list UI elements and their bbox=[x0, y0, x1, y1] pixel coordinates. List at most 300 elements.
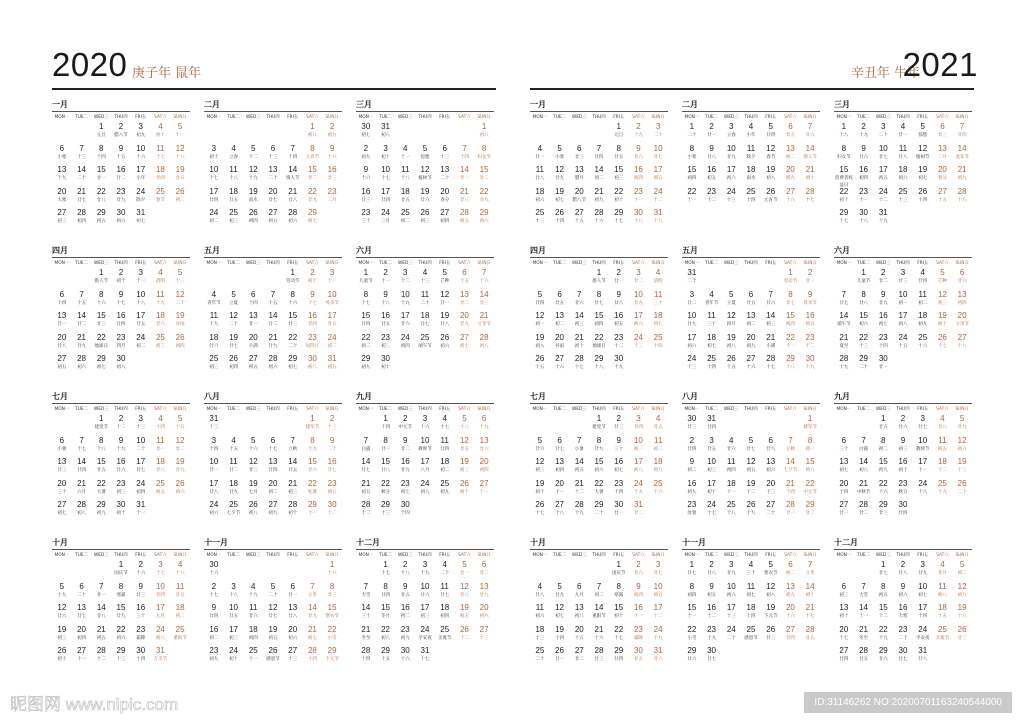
lunar-date: 廿九 bbox=[459, 322, 469, 327]
day-number: 20 bbox=[839, 624, 849, 634]
day-number: 10 bbox=[633, 435, 643, 445]
day-cell bbox=[263, 311, 283, 333]
day-cell bbox=[91, 144, 111, 166]
weekday-label: TUE二 bbox=[75, 115, 88, 120]
day-cell bbox=[873, 333, 893, 355]
lunar-date: 廿二 bbox=[268, 322, 278, 327]
day-cell bbox=[52, 268, 72, 290]
day-number: 21 bbox=[859, 478, 869, 488]
day-cell bbox=[834, 582, 854, 604]
lunar-date: 十七 bbox=[937, 343, 947, 349]
day-number: 12 bbox=[937, 289, 947, 299]
day-cell bbox=[834, 479, 854, 501]
lunar-date: 初六 bbox=[535, 614, 545, 619]
day-cell bbox=[455, 122, 475, 144]
day-number: 8 bbox=[99, 143, 104, 153]
day-cell bbox=[569, 311, 589, 333]
day-cell bbox=[376, 414, 396, 436]
weekday-label: THU四 bbox=[744, 407, 758, 412]
day-number: 5 bbox=[177, 122, 183, 131]
day-cell bbox=[761, 165, 781, 187]
day-number: 27 bbox=[766, 500, 776, 509]
lunar-date: 初十 bbox=[937, 322, 947, 327]
day-number: 29 bbox=[116, 646, 126, 655]
month-block bbox=[204, 238, 342, 384]
lunar-date: 八月 bbox=[420, 468, 430, 473]
day-cell bbox=[322, 414, 342, 436]
day-cell bbox=[933, 436, 953, 458]
day-cell bbox=[609, 560, 629, 582]
weekday-label: SUN日 bbox=[477, 407, 491, 412]
day-cell bbox=[283, 187, 303, 209]
day-cell bbox=[648, 311, 668, 333]
day-cell bbox=[721, 268, 741, 290]
lunar-date: 七月 bbox=[248, 489, 258, 495]
day-cell bbox=[72, 144, 92, 166]
lunar-date: 消费者权益日 bbox=[834, 176, 853, 188]
lunar-date: 十五 bbox=[574, 219, 584, 224]
day-number: 11 bbox=[420, 289, 430, 299]
day-cell bbox=[356, 560, 376, 582]
day-cell bbox=[283, 582, 303, 604]
day-cell bbox=[322, 646, 342, 668]
day-cell bbox=[474, 646, 494, 668]
lunar-date: 廿五 bbox=[653, 425, 663, 430]
day-number: 12 bbox=[57, 603, 67, 612]
day-cell bbox=[834, 500, 854, 522]
lunar-date: 除夕 bbox=[136, 197, 146, 203]
weekday-label: FRI五 bbox=[765, 553, 777, 558]
day-number: 8 bbox=[881, 435, 886, 445]
day-cell bbox=[395, 560, 415, 582]
weekday-label: SUN日 bbox=[651, 261, 665, 266]
day-number: 11 bbox=[707, 311, 716, 320]
day-number: 3 bbox=[383, 143, 388, 153]
day-number: 31 bbox=[136, 500, 146, 509]
day-cell bbox=[893, 560, 913, 582]
day-number: 31 bbox=[707, 414, 717, 423]
day-number: 13 bbox=[574, 603, 584, 612]
day-cell bbox=[204, 457, 224, 479]
day-cell bbox=[435, 479, 455, 501]
day-cell bbox=[800, 354, 820, 376]
day-number: 16 bbox=[209, 624, 219, 634]
day-number: 20 bbox=[479, 457, 489, 466]
day-cell bbox=[243, 560, 263, 582]
lunar-date: 十一 bbox=[687, 614, 697, 619]
day-cell bbox=[781, 122, 801, 144]
day-cell bbox=[682, 603, 702, 625]
day-cell bbox=[893, 436, 913, 458]
lunar-date: 廿一 bbox=[57, 322, 67, 327]
day-cell bbox=[131, 560, 151, 582]
day-number: 26 bbox=[440, 332, 450, 342]
day-cell bbox=[72, 290, 92, 312]
day-cell bbox=[873, 414, 893, 436]
day-number: 4 bbox=[231, 143, 236, 153]
day-cell bbox=[893, 457, 913, 479]
day-cell bbox=[474, 603, 494, 625]
day-cell bbox=[682, 208, 702, 230]
weekday-label: MON一 bbox=[206, 407, 222, 412]
day-number: 13 bbox=[574, 165, 584, 174]
day-number: 14 bbox=[805, 143, 815, 153]
day-cell bbox=[455, 208, 475, 230]
day-number: 4 bbox=[940, 414, 945, 423]
day-cell bbox=[569, 187, 589, 209]
day-cell bbox=[415, 436, 435, 458]
day-cell bbox=[800, 208, 820, 230]
day-number: 26 bbox=[937, 332, 947, 342]
day-cell bbox=[283, 603, 303, 625]
day-cell bbox=[111, 333, 131, 355]
weekday-label: FRI五 bbox=[287, 115, 299, 120]
day-cell bbox=[435, 414, 455, 436]
lunar-date: 初五 bbox=[653, 176, 663, 181]
day-number: 26 bbox=[918, 186, 928, 196]
day-number: 23 bbox=[707, 186, 717, 196]
day-grid bbox=[682, 268, 820, 376]
day-cell bbox=[609, 333, 629, 355]
day-number: 9 bbox=[616, 435, 621, 445]
day-cell bbox=[151, 268, 171, 290]
day-number: 29 bbox=[96, 208, 106, 217]
day-number: 14 bbox=[805, 581, 815, 591]
day-number: 17 bbox=[381, 186, 391, 196]
lunar-date: 大暑 bbox=[594, 489, 604, 495]
day-cell bbox=[283, 165, 303, 187]
day-cell bbox=[111, 582, 131, 604]
day-cell bbox=[435, 268, 455, 290]
weekday-label: THU四 bbox=[592, 407, 606, 412]
lunar-date: 初八 bbox=[633, 468, 643, 473]
day-cell bbox=[376, 646, 396, 668]
day-number: 25 bbox=[746, 186, 756, 196]
lunar-date: 廿六 bbox=[805, 133, 815, 138]
day-cell bbox=[702, 560, 722, 582]
day-number: 5 bbox=[231, 289, 236, 299]
day-cell bbox=[530, 457, 550, 479]
day-cell bbox=[395, 436, 415, 458]
lunar-date: 初三 bbox=[116, 489, 126, 495]
day-cell bbox=[455, 479, 475, 501]
lunar-date: 廿一 bbox=[96, 592, 106, 598]
weekday-label: SAT六 bbox=[154, 115, 167, 120]
lunar-date: 初五 bbox=[268, 635, 278, 641]
lunar-date: 初二 bbox=[400, 219, 410, 224]
lunar-date: 十一 bbox=[785, 343, 795, 349]
day-number: 15 bbox=[878, 457, 888, 466]
day-cell bbox=[781, 144, 801, 166]
day-cell bbox=[322, 144, 342, 166]
lunar-date: 二十 bbox=[327, 446, 337, 452]
day-cell bbox=[569, 457, 589, 479]
day-cell bbox=[52, 144, 72, 166]
day-cell bbox=[204, 311, 224, 333]
day-cell bbox=[721, 290, 741, 312]
day-cell bbox=[530, 333, 550, 355]
lunar-date: 廿七 bbox=[878, 571, 888, 576]
lunar-date: 初二 bbox=[653, 446, 663, 452]
day-cell bbox=[243, 144, 263, 166]
lunar-date: 初十 bbox=[116, 279, 126, 284]
month-block bbox=[834, 530, 972, 676]
day-number: 16 bbox=[116, 165, 126, 174]
day-cell bbox=[550, 582, 570, 604]
day-cell bbox=[721, 414, 741, 436]
weekday-label: SAT六 bbox=[154, 553, 167, 558]
lunar-date: 初四 bbox=[633, 176, 643, 181]
day-number: 6 bbox=[251, 289, 256, 299]
month-title: 二月 bbox=[204, 100, 220, 109]
day-number: 18 bbox=[535, 186, 545, 196]
day-cell bbox=[800, 625, 820, 647]
day-cell bbox=[72, 457, 92, 479]
weekday-header bbox=[52, 552, 190, 560]
day-cell bbox=[721, 144, 741, 166]
day-number: 13 bbox=[479, 435, 489, 445]
day-cell bbox=[933, 208, 953, 230]
day-cell bbox=[550, 479, 570, 501]
weekday-label: THU四 bbox=[114, 115, 128, 120]
day-cell bbox=[283, 144, 303, 166]
day-number: 16 bbox=[859, 165, 869, 174]
day-cell bbox=[170, 290, 190, 312]
month-divider bbox=[52, 257, 190, 258]
lunar-date: 廿三 bbox=[687, 425, 697, 430]
lunar-date: 廿九 bbox=[878, 300, 888, 306]
day-number: 6 bbox=[481, 414, 487, 423]
day-number: 4 bbox=[709, 289, 714, 299]
lunar-date: 初八 bbox=[248, 511, 258, 516]
month-divider bbox=[530, 257, 668, 258]
weekday-label: SAT六 bbox=[784, 407, 797, 412]
lunar-date: 十九 bbox=[653, 635, 663, 641]
day-number: 27 bbox=[957, 332, 967, 342]
day-number: 20 bbox=[288, 624, 298, 634]
lunar-date: 十六 bbox=[957, 614, 967, 619]
lunar-date: 大寒 bbox=[57, 197, 67, 203]
weekday-header bbox=[834, 260, 972, 268]
lunar-date: 小满 bbox=[766, 343, 776, 349]
day-cell bbox=[933, 165, 953, 187]
day-number: 2 bbox=[138, 560, 143, 569]
day-cell bbox=[834, 122, 854, 144]
day-cell bbox=[131, 582, 151, 604]
day-cell bbox=[52, 290, 72, 312]
lunar-date: 初五 bbox=[155, 489, 165, 495]
day-cell bbox=[952, 208, 972, 230]
day-number: 14 bbox=[288, 457, 298, 466]
lunar-date: 十二 bbox=[327, 511, 337, 516]
day-cell bbox=[263, 500, 283, 522]
day-number: 6 bbox=[577, 143, 582, 153]
weekday-label: TUE二 bbox=[75, 407, 88, 412]
day-cell bbox=[682, 414, 702, 436]
lunar-date: 十六 bbox=[785, 197, 795, 203]
lunar-date: 十六 bbox=[420, 425, 430, 430]
day-cell bbox=[415, 414, 435, 436]
lunar-date: 初五 bbox=[268, 219, 278, 224]
day-cell bbox=[224, 603, 244, 625]
day-number: 21 bbox=[459, 186, 469, 196]
lunar-date: 廿八 bbox=[96, 197, 106, 203]
year-label: 2021 bbox=[902, 46, 978, 83]
day-number: 2 bbox=[211, 581, 217, 591]
weekday-label: SUN日 bbox=[325, 115, 339, 120]
lunar-date: 初十 bbox=[707, 489, 717, 495]
lunar-date: 初十 bbox=[229, 657, 239, 662]
day-number: 15 bbox=[859, 311, 869, 320]
day-cell bbox=[474, 560, 494, 582]
day-number: 10 bbox=[209, 165, 219, 174]
day-cell bbox=[435, 625, 455, 647]
day-cell bbox=[435, 457, 455, 479]
day-cell bbox=[322, 625, 342, 647]
day-number: 18 bbox=[400, 186, 410, 196]
lunar-date: 初十 bbox=[839, 614, 849, 619]
day-number: 18 bbox=[440, 603, 450, 612]
day-cell bbox=[224, 144, 244, 166]
lunar-date: 廿七 bbox=[440, 592, 450, 598]
day-cell bbox=[569, 479, 589, 501]
weekday-label: FRI五 bbox=[765, 261, 777, 266]
day-cell bbox=[356, 144, 376, 166]
lunar-date: 廿三 bbox=[878, 511, 888, 516]
day-cell bbox=[263, 603, 283, 625]
lunar-date: 初四 bbox=[726, 468, 736, 473]
lunar-date: 初五 bbox=[574, 468, 584, 473]
day-cell bbox=[741, 354, 761, 376]
lunar-date: 初四 bbox=[555, 468, 565, 473]
day-cell bbox=[415, 500, 435, 522]
day-cell bbox=[550, 268, 570, 290]
weekday-label: SAT六 bbox=[458, 407, 471, 412]
day-cell bbox=[474, 414, 494, 436]
day-number: 19 bbox=[248, 186, 258, 196]
day-number: 23 bbox=[400, 478, 410, 488]
lunar-date: 初九 bbox=[209, 657, 219, 662]
day-number: 8 bbox=[881, 581, 886, 591]
calendar-2020 bbox=[52, 0, 524, 676]
day-cell bbox=[721, 165, 741, 187]
day-number: 13 bbox=[937, 143, 947, 153]
day-number: 29 bbox=[307, 208, 317, 217]
lunar-date: 十四 bbox=[209, 446, 219, 452]
day-cell bbox=[682, 646, 702, 668]
day-cell bbox=[263, 646, 283, 668]
lunar-date: 十八 bbox=[785, 365, 795, 370]
lunar-date: 十五 bbox=[381, 657, 391, 662]
lunar-date: 十七 bbox=[155, 154, 165, 160]
weekday-label: SAT六 bbox=[632, 553, 645, 558]
lunar-date: 初四 bbox=[633, 592, 643, 598]
day-number: 6 bbox=[841, 435, 847, 445]
weekday-label: THU四 bbox=[592, 261, 606, 266]
day-cell bbox=[893, 603, 913, 625]
lunar-date: 廿一 bbox=[155, 446, 165, 452]
day-cell bbox=[893, 333, 913, 355]
lunar-date: 初九 bbox=[96, 511, 106, 516]
day-number: 27 bbox=[839, 500, 849, 509]
lunar-date: 小年 bbox=[746, 133, 756, 138]
day-cell bbox=[111, 479, 131, 501]
day-number: 2 bbox=[383, 268, 388, 277]
lunar-date: 初三 bbox=[229, 635, 239, 641]
weekday-label: THU四 bbox=[896, 553, 910, 558]
weekday-label: MON一 bbox=[54, 115, 70, 120]
weekday-label: MON一 bbox=[54, 407, 70, 412]
lunar-date: 十九 bbox=[57, 592, 67, 598]
lunar-date: 廿一 bbox=[459, 176, 469, 181]
day-cell bbox=[151, 290, 171, 312]
day-cell bbox=[721, 311, 741, 333]
day-number: 28 bbox=[288, 500, 298, 509]
weekday-label: SUN日 bbox=[803, 553, 817, 558]
lunar-date: 廿五 bbox=[555, 300, 565, 306]
lunar-date: 十一 bbox=[726, 489, 736, 495]
day-number: 11 bbox=[535, 603, 544, 612]
day-number: 9 bbox=[329, 435, 335, 445]
day-number: 24 bbox=[898, 332, 908, 342]
day-number: 15 bbox=[594, 311, 604, 320]
day-number: 17 bbox=[918, 603, 928, 612]
day-number: 19 bbox=[957, 457, 967, 466]
lunar-date: 廿九 bbox=[957, 425, 967, 430]
lunar-date: 十六 bbox=[594, 219, 604, 224]
day-number: 28 bbox=[594, 646, 604, 655]
day-cell bbox=[834, 560, 854, 582]
day-number: 17 bbox=[209, 186, 219, 196]
day-cell bbox=[933, 144, 953, 166]
day-number: 19 bbox=[268, 624, 278, 634]
day-number: 15 bbox=[785, 311, 795, 320]
day-number: 18 bbox=[653, 311, 663, 320]
day-number: 11 bbox=[727, 457, 736, 466]
day-cell bbox=[91, 333, 111, 355]
day-number: 9 bbox=[807, 289, 813, 299]
day-cell bbox=[131, 290, 151, 312]
day-number: 9 bbox=[636, 143, 641, 153]
day-cell bbox=[913, 165, 933, 187]
day-cell bbox=[52, 582, 72, 604]
day-cell bbox=[550, 436, 570, 458]
lunar-date: 廿四 bbox=[957, 133, 967, 138]
lunar-date: 廿六 bbox=[878, 657, 888, 662]
day-cell bbox=[322, 436, 342, 458]
day-cell bbox=[72, 479, 92, 501]
weekday-label: TUE二 bbox=[75, 261, 88, 266]
day-number: 27 bbox=[57, 354, 67, 363]
day-number: 27 bbox=[839, 646, 849, 655]
day-number: 17 bbox=[155, 603, 165, 612]
day-number: 18 bbox=[209, 332, 219, 342]
lunar-date: 廿五 bbox=[400, 197, 410, 203]
day-number: 16 bbox=[327, 165, 337, 174]
day-number: 19 bbox=[248, 478, 258, 488]
lunar-date: 廿四 bbox=[594, 154, 604, 160]
day-number: 26 bbox=[57, 646, 67, 655]
day-number: 18 bbox=[248, 624, 258, 634]
day-number: 20 bbox=[839, 478, 849, 488]
day-cell bbox=[952, 290, 972, 312]
day-cell bbox=[702, 144, 722, 166]
day-number: 14 bbox=[574, 457, 584, 466]
day-cell bbox=[721, 603, 741, 625]
day-cell bbox=[243, 268, 263, 290]
lunar-date: 廿八 bbox=[707, 571, 717, 576]
day-cell bbox=[702, 187, 722, 209]
